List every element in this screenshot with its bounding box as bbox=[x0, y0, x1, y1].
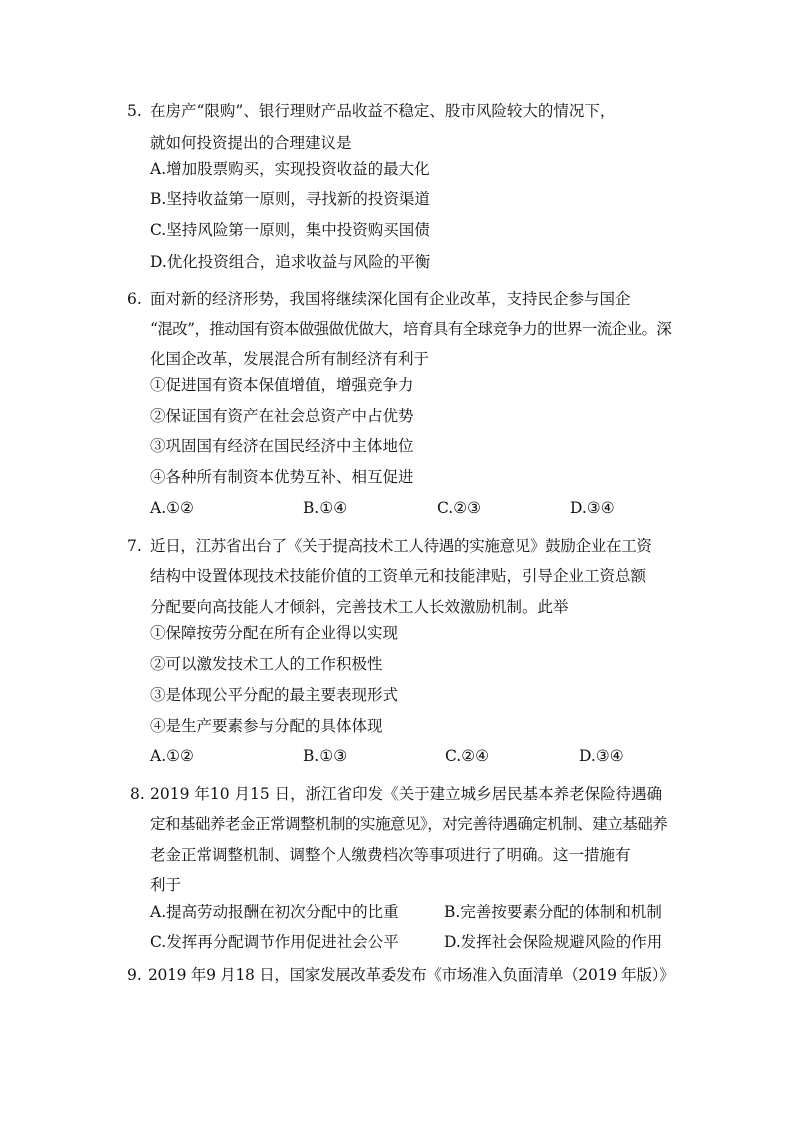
question-number: 7. bbox=[127, 537, 142, 555]
option-b: B.①④ bbox=[303, 499, 348, 517]
option-a: A.提高劳动报酬在初次分配中的比重 bbox=[150, 903, 399, 921]
option-c: C.发挥再分配调节作用促进社会公平 bbox=[150, 933, 399, 951]
option-c: C.坚持风险第一原则，集中投资购买国债 bbox=[150, 221, 430, 239]
option-c: C.②④ bbox=[445, 747, 490, 765]
question-stem-line: 化国企改革，发展混合所有制经济有利于 bbox=[150, 350, 430, 368]
question-stem-line: 利于 bbox=[150, 876, 182, 894]
question-number: 5. bbox=[127, 102, 142, 120]
option-b: B.完善按要素分配的体制和机制 bbox=[444, 903, 662, 921]
question-stem-line: 2019 年9 月18 日，国家发展改革委发布《市场准入负面清单（2019 年版）》 bbox=[148, 966, 675, 984]
statement-3: ③是体现公平分配的最主要表现形式 bbox=[150, 686, 399, 704]
question-stem-line: 结构中设置体现技术技能价值的工资单元和技能津贴，引导企业工资总额 bbox=[150, 567, 647, 585]
option-d: D.③④ bbox=[579, 747, 624, 765]
question-number: 9. bbox=[127, 966, 142, 984]
question-stem-line: 近日，江苏省出台了《关于提高技术工人待遇的实施意见》鼓励企业在工资 bbox=[150, 537, 652, 555]
question-number: 6. bbox=[127, 290, 142, 308]
question-stem-line: 2019 年10 月15 日，浙江省印发《关于建立城乡居民基本养老保险待遇确 bbox=[150, 785, 663, 803]
statement-1: ①促进国有资本保值增值，增强竞争力 bbox=[150, 376, 414, 394]
option-a: A.增加股票购买，实现投资收益的最大化 bbox=[150, 160, 430, 178]
question-stem-line: 就如何投资提出的合理建议是 bbox=[150, 134, 352, 152]
option-a: A.①② bbox=[150, 499, 194, 517]
question-stem-line: 面对新的经济形势，我国将继续深化国有企业改革，支持民企参与国企 bbox=[150, 290, 631, 308]
question-stem-line: 在房产“限购”、银行理财产品收益不稳定、股市风险较大的情况下， bbox=[150, 102, 616, 120]
statement-4: ④是生产要素参与分配的具体体现 bbox=[150, 717, 383, 735]
statement-1: ①保障按劳分配在所有企业得以实现 bbox=[150, 624, 399, 642]
option-a: A.①② bbox=[150, 747, 194, 765]
option-d: D.发挥社会保险规避风险的作用 bbox=[444, 933, 663, 951]
statement-2: ②可以激发技术工人的工作积极性 bbox=[150, 655, 383, 673]
option-d: D.优化投资组合，追求收益与风险的平衡 bbox=[150, 253, 431, 271]
question-stem-line: 老金正常调整机制、调整个人缴费档次等事项进行了明确。这一措施有 bbox=[150, 846, 631, 864]
option-d: D.③④ bbox=[570, 499, 615, 517]
question-number: 8. bbox=[130, 785, 145, 803]
question-stem-line: “混改”，推动国有资本做强做优做大，培育具有全球竞争力的世界一流企业。深 bbox=[150, 320, 672, 338]
statement-3: ③巩固国有经济在国民经济中主体地位 bbox=[150, 437, 414, 455]
option-b: B.①③ bbox=[303, 747, 348, 765]
statement-2: ②保证国有资产在社会总资产中占优势 bbox=[150, 407, 414, 425]
question-stem-line: 分配要向高技能人才倾斜，完善技术工人长效激励机制。此举 bbox=[150, 598, 569, 616]
option-b: B.坚持收益第一原则，寻找新的投资渠道 bbox=[150, 190, 430, 208]
option-c: C.②③ bbox=[437, 499, 482, 517]
question-stem-line: 定和基础养老金正常调整机制的实施意见》，对完善待遇确定机制、建立基础养 bbox=[150, 815, 668, 833]
statement-4: ④各种所有制资本优势互补、相互促进 bbox=[150, 468, 414, 486]
